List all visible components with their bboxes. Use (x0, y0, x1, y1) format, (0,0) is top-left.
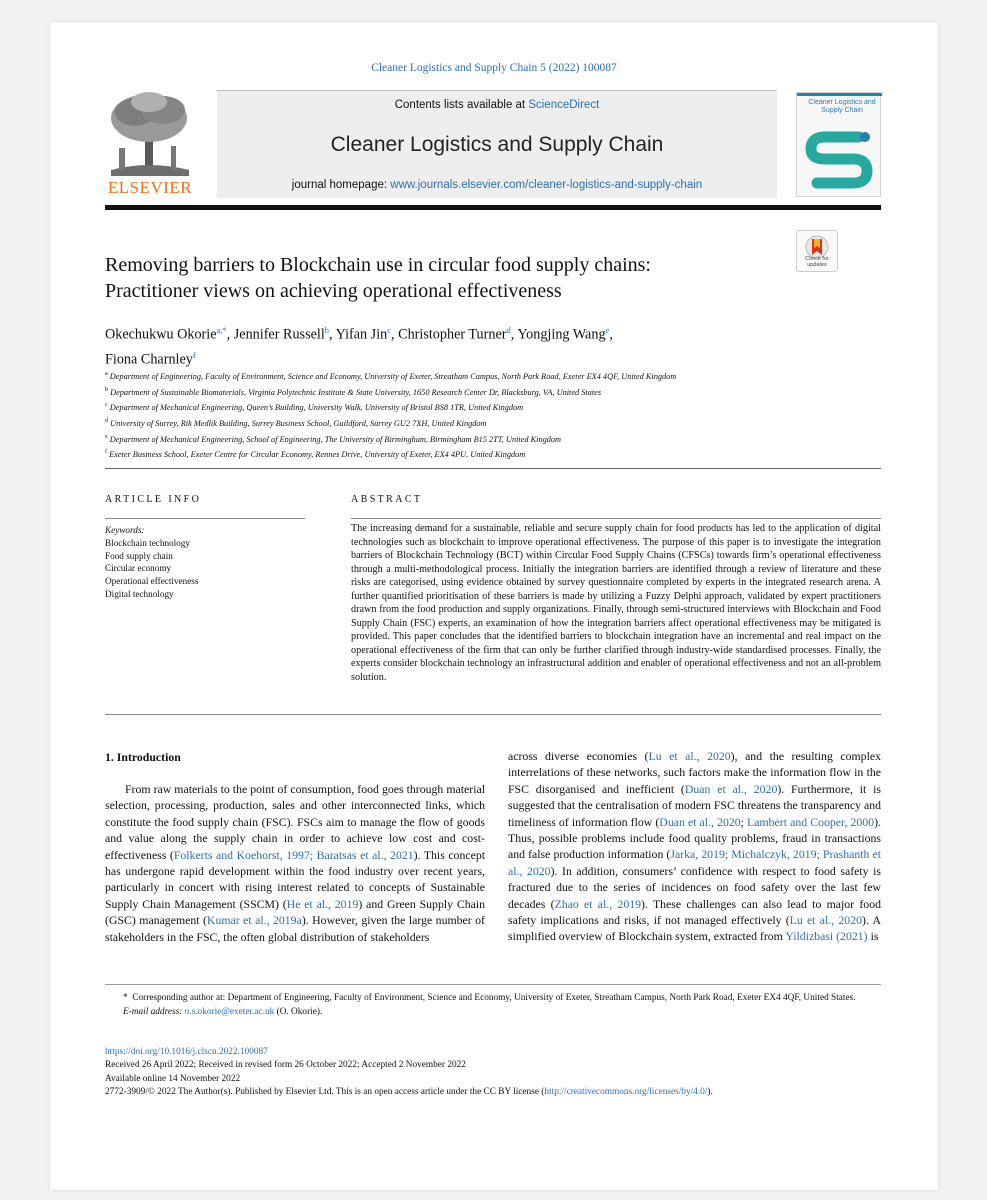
doi-link[interactable]: https://doi.org/10.1016/j.clscn.2022.100087 (105, 1047, 268, 1057)
author-affiliation-mark[interactable]: c (387, 325, 392, 335)
body-text: ) and Green Supply Chain (GSC) management ( (105, 896, 485, 928)
author-corresponding-mark[interactable]: * (222, 325, 227, 335)
contents-prefix: Contents lists available at (394, 99, 529, 111)
citation-link[interactable]: Duan et al., 2020 (684, 781, 778, 796)
author-affiliation-mark[interactable]: d (506, 325, 511, 335)
cover-title: Cleaner Logistics and Supply Chain (808, 99, 876, 114)
email-link[interactable]: o.s.okorie@exeter.ac.uk (184, 1007, 275, 1017)
affiliation-text: Exeter Business School, Exeter Centre for Circular Economy, Rennes Drive, University of Exeter, EX4 4PU, United Kingdom (109, 450, 526, 460)
affiliation-key: e (105, 433, 108, 440)
email-suffix: (O. Okorie). (276, 1007, 323, 1017)
keyword-item: Food supply chain (105, 550, 173, 561)
journal-banner (217, 90, 777, 198)
citation-link[interactable]: Duan et al., 2020 (659, 814, 741, 829)
keyword-item: Blockchain technology (105, 537, 190, 548)
license-prefix: 2772-3909/© 2022 The Author(s). Published by Elsevier Ltd. This is an open access article under the CC BY license ( (105, 1087, 545, 1098)
affiliation-item (105, 431, 805, 447)
citation-link[interactable]: Zhao et al., 2019 (554, 896, 642, 911)
citation-link[interactable]: Lambert and Cooper, 2000 (747, 814, 875, 829)
corresponding-author-footnote (105, 991, 881, 1019)
license-line (105, 1086, 905, 1099)
author-affiliation-mark[interactable]: f (192, 349, 196, 360)
publication-info (105, 1046, 905, 1100)
section-divider (105, 468, 881, 469)
article-page (50, 22, 938, 1190)
keywords-label: Keywords: (105, 525, 145, 535)
author-name: Yifan Jin (335, 326, 388, 343)
body-text: ). Furthermore, it is suggested that the centralisation of modern FSC threatens the transparency and timeliness of information flow ( (508, 781, 881, 829)
author-sup: a, (216, 325, 223, 335)
article-title (105, 252, 785, 304)
author-affiliation-mark[interactable]: e (605, 325, 610, 335)
journal-citation[interactable]: Cleaner Logistics and Supply Chain 5 (2022) 100087 (371, 62, 617, 74)
cover-s-logo-icon (797, 93, 882, 198)
body-text: ), and the resulting complex interrelations of these networks, such factors make the information flow in the FSC disorganised and inefficient ( (508, 749, 881, 796)
author-affiliation-mark[interactable]: b (324, 325, 330, 335)
affiliation-text: Department of Sustainable Biomaterials, Virginia Polytechnic Institute & State University, 1650 Research Center Dr, Blacksburg, VA, United States (110, 387, 602, 397)
affiliation-text: Department of Engineering, Faculty of Environment, Science and Economy, University of Exeter, Streatham Campus, North Park Road, Exeter EX4 4QF, United Kingdom (109, 371, 677, 381)
check-updates-label: Check for updates (805, 256, 829, 268)
introduction-heading: 1. Introduction (105, 750, 181, 764)
article-info-heading: ARTICLE INFO (105, 494, 202, 505)
contents-line (217, 99, 777, 111)
email-label: E-mail address: (123, 1007, 183, 1017)
author-name: Jennifer Russell (233, 326, 325, 343)
affiliation-list (105, 368, 805, 462)
body-column-right (508, 748, 881, 945)
body-text: ). However, given the large number of stakeholders in the FSC, the often global distribution of stakeholders (105, 913, 485, 944)
keywords-block (105, 524, 305, 601)
keyword-item: Operational effectiveness (105, 576, 199, 587)
journal-header (105, 90, 881, 198)
article-info-rule (105, 518, 305, 519)
sciencedirect-link[interactable]: ScienceDirect (528, 99, 600, 111)
body-column-left (105, 781, 485, 945)
citation-link[interactable]: Jarka, 2019; Michalczyk, 2019; Prashanth et al., 2020 (508, 847, 882, 878)
abstract-bottom-rule (105, 714, 881, 715)
journal-homepage-link[interactable]: www.journals.elsevier.com/cleaner-logistics-and-supply-chain (390, 179, 703, 191)
citation-link[interactable]: He et al., 2019 (286, 896, 359, 911)
affiliation-item (105, 399, 805, 415)
affiliation-key: a (105, 371, 108, 377)
affiliation-key: f (105, 449, 107, 456)
affiliation-item (105, 446, 805, 462)
body-text: ). In addition, consumers’ confidence with respect to food safety is fractured due to the series of incidences on food safety over the last few decades ( (508, 863, 881, 911)
footnote-star: * (123, 993, 128, 1003)
keyword-item: Circular economy (105, 563, 172, 574)
affiliation-key: b (105, 386, 108, 393)
author-name: Christopher Turner (398, 326, 507, 343)
abstract-rule (351, 518, 881, 519)
author-name: Okechukwu Okorie (105, 326, 217, 343)
available-online: Available online 14 November 2022 (105, 1073, 241, 1084)
corresponding-author-note (105, 991, 881, 1005)
citation-link[interactable]: Folkerts and Koehorst, 1997; Baratsas et al., 2021 (173, 847, 414, 862)
body-text: ). A simplified overview of Blockchain system, extracted from (508, 913, 881, 944)
affiliation-item (105, 415, 805, 431)
body-text: across diverse economies ( (508, 749, 649, 763)
publisher-name: ELSEVIER (107, 178, 193, 197)
affiliation-item (105, 384, 805, 400)
author-name: Yongjing Wang (517, 326, 606, 343)
body-text: is (867, 929, 879, 944)
check-for-updates-badge[interactable] (796, 230, 838, 272)
received-dates: Received 26 April 2022; Received in revised form 26 October 2022; Accepted 2 November 2022 (105, 1060, 466, 1071)
license-suffix: ). (707, 1087, 713, 1098)
affiliation-key: d (105, 418, 108, 425)
corresponding-text: Corresponding author at: Department of Engineering, Faculty of Environment, Science and Economy, University of Exeter, Streatham Campus, North Park Road, Exeter EX4 4QF, United States. (132, 993, 856, 1003)
journal-name: Cleaner Logistics and Supply Chain (330, 133, 664, 156)
email-line (105, 1005, 881, 1019)
title-line-1: Removing barriers to Blockchain use in circular food supply chains: (105, 254, 651, 276)
citation-link[interactable]: Yildizbasi (2021) (785, 929, 868, 944)
license-link[interactable]: http://creativecommons.org/licenses/by/4.0/ (544, 1087, 708, 1098)
keyword-item: Digital technology (105, 588, 174, 599)
header-rule (105, 205, 881, 210)
journal-cover-thumbnail[interactable] (796, 92, 881, 197)
body-text: ; (740, 814, 748, 829)
elsevier-logo[interactable] (105, 90, 195, 198)
author-affiliation-mark[interactable] (217, 325, 227, 335)
affiliation-item (105, 368, 805, 384)
affiliation-text: Department of Mechanical Engineering, School of Engineering, The University of Birmingham, Birmingham B15 2TT, United Kingdom (109, 434, 562, 444)
homepage-prefix: journal homepage: (291, 179, 391, 191)
body-text: ). Thus, possible problems include food quality problems, fraud in transactions and false production information ( (508, 814, 881, 862)
body-text: ). This concept has undergone rapid development within the food industry over recent years, particularly in concert with rising interest related to concepts of Sustainable Supply Chain Management (SSCM) ( (105, 847, 485, 911)
homepage-line (217, 179, 777, 191)
affiliation-key: c (105, 402, 108, 409)
footnote-rule (105, 984, 881, 985)
citation-link[interactable]: Lu et al., 2020 (648, 749, 731, 763)
body-text: ). These challenges can also lead to major food safety implications and risks, if not managed effectively ( (508, 896, 881, 928)
citation-link[interactable]: Lu et al., 2020 (789, 913, 863, 928)
author-name: Fiona Charnley (105, 351, 193, 368)
affiliation-text: University of Surrey, Rik Medlik Building, Surrey Business School, Guildford, Surrey GU2 7XH, United Kingdom (110, 418, 487, 428)
body-text: From raw materials to the point of consumption, food goes through material selection, processing, production, sales and other interconnected links, which constitute the food supply chain (FSC). FSCs aim to manage the flow of goods and value along the supply chain in order to achieve low cost and cost-effectiveness ( (105, 782, 485, 862)
intro-paragraph (105, 781, 485, 945)
author-list: Okechukwu Okorie$^{a,*}$, Jennifer Russell$^b$, Yifan Jin$^c$, Christopher Turner$^d$, Yongjing Wang$^e$, Fiona Charnley$^f$ (105, 325, 613, 368)
abstract-heading: ABSTRACT (351, 494, 423, 505)
abstract-text: The increasing demand for a sustainable, reliable and secure supply chain for food products has led to the application of digital technologies such as blockchain to improve operational effectiveness. The purpose of this paper is to investigate the integration barriers of Blockchain Technology (BCT) within Circular Food Supply Chains (CFSCs) towards firm’s operational effectiveness through a multi-methodological process. Initially the integration barriers are identified through a review of literature and these risks are categorised, using evidence obtained by survey questionnaire completed by experts in the integrated research arena. A further quantified prioritisation of these barriers is made by utilizing a Fuzzy Delphi approach, validated by expert practitioners drawn from the food production and supply organizations. Finally, through semi-structured interviews with Blockchain and Food Supply Chain (FSC) experts, an examination of how the integration barriers affect operational effectiveness may be mitigated is provided. This paper concludes that the identified barriers to blockchain integration have an incremental and real impact on the operational effectiveness of the firm that can only be further clarified through industry-wide standardised processes. Finally, the experts consider blockchain technology an infrastructural addition and enabler of operational effectiveness and not an all-problem solution. (351, 523, 881, 684)
affiliation-text: Department of Mechanical Engineering, Queen’s Building, University Walk, University of Bristol BS8 1TR, United Kingdom (109, 403, 524, 413)
citation-link[interactable]: Kumar et al., 2019a (206, 913, 302, 928)
title-line-2: Practitioner views on achieving operational effectiveness (105, 280, 562, 302)
elsevier-tree-icon (105, 90, 195, 178)
